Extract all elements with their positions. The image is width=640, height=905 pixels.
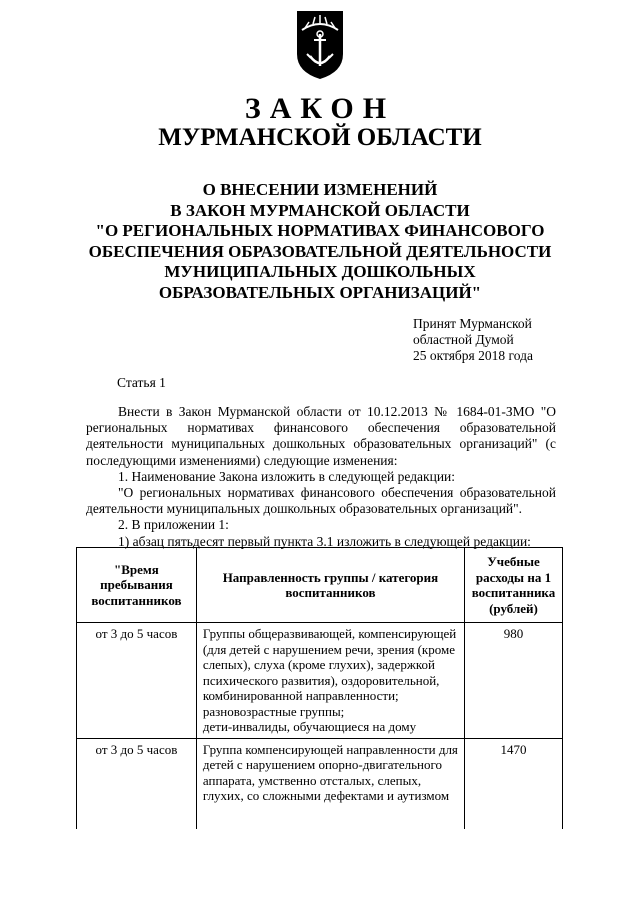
- adoption-line: областной Думой: [413, 332, 514, 347]
- row-category: Группа компенсирующей направленности для детей с нарушением опорно-двигательного аппарата, умственно отсталых, слепых, глухих, со сложными дефектами и аутизмом: [196, 738, 464, 829]
- header-category: Направленность группы / категория воспитанников: [196, 548, 464, 623]
- subtitle-line: ОБРАЗОВАТЕЛЬНЫХ ОРГАНИЗАЦИЙ": [158, 282, 482, 302]
- norms-table: [76, 547, 563, 829]
- document-title-line2: МУРМАНСКОЙ ОБЛАСТИ: [158, 124, 482, 151]
- header-time: "Время пребывания воспитанников: [77, 548, 197, 623]
- body-item: 2. В приложении 1:: [118, 517, 229, 533]
- body-item: 1) абзац пятьдесят первый пункта 3.1 изложить в следующей редакции:: [118, 533, 531, 549]
- row-category: Группы общеразвивающей, компенсирующей (для детей с нарушением речи, зрения (кроме слепых), слуха (кроме глухих), задержкой психического развития), оздоровительной, комбинированной направленности; разновозрастные группы; дети-инвалиды, обучающиеся на дому: [196, 623, 464, 739]
- subtitle-line: МУНИЦИПАЛЬНЫХ ДОШКОЛЬНЫХ: [164, 262, 476, 281]
- adoption-note: [413, 316, 533, 364]
- row-cost: 1470: [464, 738, 562, 829]
- row-cost: 980: [464, 623, 562, 739]
- body-paragraph: Внести в Закон Мурманской области от 10.12.2013 № 1684-01-ЗМО "О региональных нормативах финансового обеспечения образовательной деятельности муниципальных дошкольных образовательных организаций" (с последующими изменениями) следующие изменения:: [86, 404, 556, 468]
- coat-of-arms-icon: [294, 8, 346, 82]
- subtitle-line: "О РЕГИОНАЛЬНЫХ НОРМАТИВАХ ФИНАНСОВОГО: [95, 221, 545, 240]
- adoption-date: 25 октября 2018 года: [413, 348, 533, 363]
- adoption-line: Принят Мурманской: [413, 316, 532, 331]
- document-title-line1: ЗАКОН: [244, 92, 396, 125]
- row-time: от 3 до 5 часов: [77, 623, 197, 739]
- article-heading: Статья 1: [117, 375, 166, 390]
- header-cost: Учебные расходы на 1 воспитанника (рублей): [464, 548, 562, 623]
- body-item-text: "О региональных нормативах финансового обеспечения образовательной деятельности муниципальных дошкольных образовательных организаций".: [86, 485, 556, 517]
- document-body: [86, 404, 556, 550]
- table-row: [77, 623, 563, 739]
- table-row: [77, 738, 563, 829]
- document-subtitle: [0, 180, 640, 303]
- table-header-row: [77, 548, 563, 623]
- row-time: от 3 до 5 часов: [77, 738, 197, 829]
- subtitle-line: В ЗАКОН МУРМАНСКОЙ ОБЛАСТИ: [170, 200, 470, 220]
- subtitle-line: ОБЕСПЕЧЕНИЯ ОБРАЗОВАТЕЛЬНОЙ ДЕЯТЕЛЬНОСТИ: [88, 241, 552, 261]
- subtitle-line: О ВНЕСЕНИИ ИЗМЕНЕНИЙ: [202, 180, 438, 199]
- body-item: 1. Наименование Закона изложить в следующей редакции:: [118, 468, 456, 484]
